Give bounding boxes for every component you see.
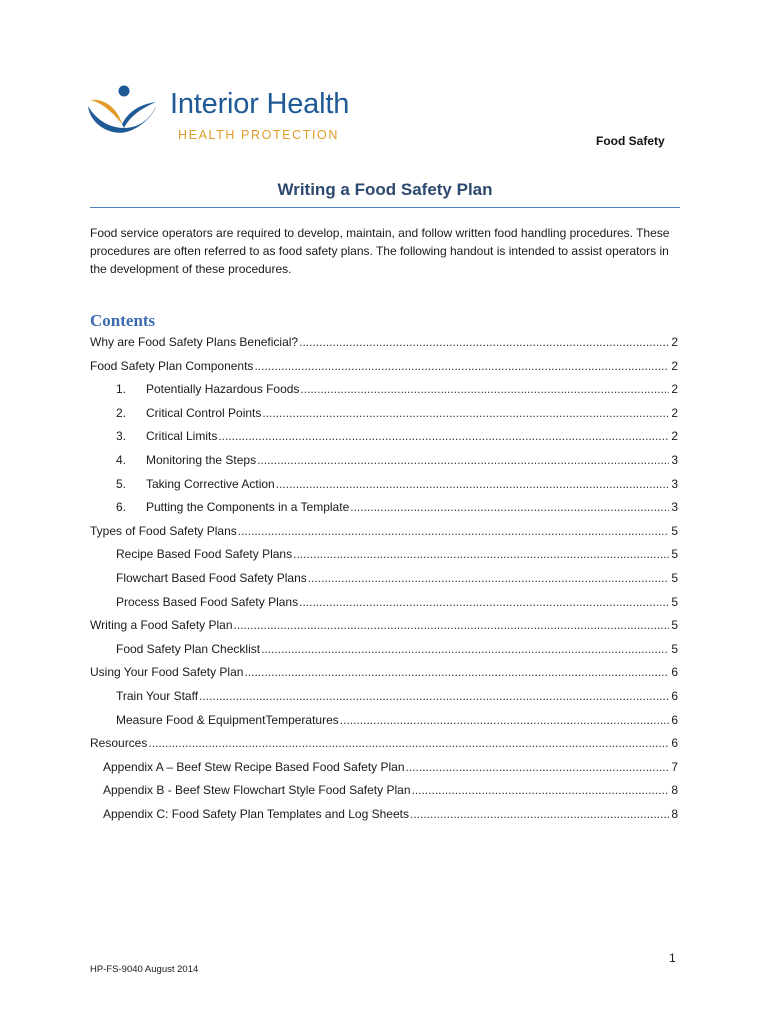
toc-dot-leader: [276, 474, 669, 494]
toc-entry[interactable]: [0, 568, 768, 588]
toc-entry-page: 5: [671, 547, 678, 562]
toc-entry[interactable]: [0, 426, 768, 446]
toc-entry-page: 6: [671, 665, 678, 680]
toc-entry-page: 6: [671, 712, 678, 727]
toc-entry-page: 8: [671, 807, 678, 821]
toc-entry[interactable]: [0, 757, 768, 777]
document-title: Writing a Food Safety Plan: [277, 180, 493, 199]
toc-entry-number: 3.: [116, 429, 127, 444]
header-topic: Food Safety: [596, 134, 665, 148]
toc-dot-leader: [238, 521, 669, 541]
toc-dot-leader: [244, 662, 669, 682]
toc-entry[interactable]: [0, 615, 768, 635]
toc-dot-leader: [300, 379, 669, 399]
toc-entry[interactable]: [0, 780, 768, 800]
toc-entry-title: Types of Food Safety Plans: [90, 523, 237, 538]
toc-entry-title: Monitoring the Steps: [146, 453, 257, 467]
toc-entry[interactable]: [0, 497, 768, 517]
toc-entry-title: Recipe Based Food Safety Plans: [116, 547, 293, 562]
toc-entry-page: 7: [671, 759, 678, 774]
toc-entry-title: Measure Food & EquipmentTemperatures: [116, 712, 339, 727]
toc-entry-number: 5.: [116, 476, 127, 491]
toc-entry-title: Taking Corrective Action: [146, 476, 275, 491]
toc-entry-page: 2: [671, 382, 678, 397]
toc-entry[interactable]: [0, 450, 768, 470]
toc-entry-number: 1.: [116, 382, 127, 397]
toc-entry-title: Writing a Food Safety Plan: [90, 618, 233, 633]
toc-entry[interactable]: [0, 521, 768, 541]
toc-entry-title: Appendix C: Food Safety Plan Templates and Log Sheets: [103, 807, 409, 821]
toc-entry-title: Food Safety Plan Checklist: [116, 641, 261, 656]
toc-dot-leader: [299, 592, 669, 612]
toc-entry-title: Food Safety Plan Components: [90, 358, 254, 373]
toc-dot-leader: [350, 497, 669, 517]
toc-entry-number: 2.: [116, 405, 127, 420]
logo-figure-icon: [84, 84, 166, 140]
toc-entry-page: 6: [671, 689, 678, 703]
toc-entry[interactable]: [0, 403, 768, 423]
toc-dot-leader: [340, 710, 669, 730]
toc-entry[interactable]: [0, 474, 768, 494]
toc-entry-title: Using Your Food Safety Plan: [90, 665, 244, 680]
toc-dot-leader: [254, 356, 669, 376]
toc-entry-title: Appendix A – Beef Stew Recipe Based Food Safety Plan: [103, 759, 405, 774]
toc-entry[interactable]: [0, 733, 768, 753]
toc-entry-title: Process Based Food Safety Plans: [116, 594, 299, 609]
toc-entry[interactable]: [0, 592, 768, 612]
toc-dot-leader: [308, 568, 669, 588]
page-number: 1: [669, 951, 676, 965]
toc-entry-title: Appendix B - Beef Stew Flowchart Style Food Safety Plan: [103, 783, 411, 798]
toc-entry-title: Critical Limits: [146, 429, 218, 444]
toc-dot-leader: [257, 450, 669, 470]
toc-entry-title: Train Your Staff: [116, 689, 199, 703]
toc-entry-page: 3: [671, 500, 678, 515]
toc-entry[interactable]: [0, 332, 768, 352]
toc-entry[interactable]: [0, 662, 768, 682]
toc-entry[interactable]: [0, 804, 768, 824]
logo-subtitle: HEALTH PROTECTION: [178, 128, 340, 142]
toc-entry[interactable]: [0, 639, 768, 659]
interior-health-logo: [84, 82, 364, 146]
toc-entry-title: Flowchart Based Food Safety Plans: [116, 571, 307, 585]
toc-dot-leader: [412, 780, 670, 800]
toc-dot-leader: [148, 733, 669, 753]
toc-dot-leader: [406, 757, 669, 777]
toc-entry[interactable]: [0, 544, 768, 564]
toc-entry-page: 2: [671, 335, 678, 349]
toc-entry-page: 5: [671, 571, 678, 585]
toc-entry-title: Putting the Components in a Template: [146, 500, 350, 515]
toc-entry[interactable]: [0, 379, 768, 399]
toc-entry-page: 3: [671, 453, 678, 467]
toc-entry-title: Resources: [90, 736, 148, 751]
toc-dot-leader: [299, 332, 669, 352]
toc-entry-page: 2: [671, 358, 678, 373]
toc-entry-page: 2: [671, 429, 678, 444]
toc-entry-page: 8: [671, 783, 678, 798]
toc-entry[interactable]: [0, 356, 768, 376]
document-code: HP-FS-9040 August 2014: [90, 964, 199, 975]
toc-entry-title: Critical Control Points: [146, 405, 262, 420]
toc-entry-number: 4.: [116, 453, 127, 467]
contents-heading: Contents: [90, 311, 156, 330]
toc-entry-number: 6.: [116, 500, 127, 515]
toc-entry-page: 5: [671, 523, 678, 538]
toc-entry-page: 5: [671, 594, 678, 609]
toc-entry-page: 5: [671, 618, 678, 633]
toc-dot-leader: [234, 615, 669, 635]
toc-dot-leader: [261, 639, 669, 659]
toc-dot-leader: [410, 804, 669, 824]
toc-entry-title: Potentially Hazardous Foods: [146, 382, 300, 397]
toc-entry[interactable]: [0, 710, 768, 730]
toc-dot-leader: [262, 403, 669, 423]
toc-entry-page: 2: [671, 405, 678, 420]
toc-entry-page: 6: [671, 736, 678, 751]
toc-dot-leader: [293, 544, 669, 564]
toc-dot-leader: [199, 686, 669, 706]
intro-paragraph: Food service operators are required to develop, maintain, and follow written food handling procedures. These procedures are often referred to as food safety plans. The following handout is intended to assist operators in the development of these procedures.: [90, 226, 670, 276]
title-underline: [90, 207, 680, 208]
toc-entry-title: Why are Food Safety Plans Beneficial?: [90, 335, 299, 349]
toc-dot-leader: [218, 426, 669, 446]
logo-name: Interior Health: [170, 88, 350, 120]
toc-entry-page: 5: [671, 641, 678, 656]
toc-entry-page: 3: [671, 476, 678, 491]
toc-entry[interactable]: [0, 686, 768, 706]
